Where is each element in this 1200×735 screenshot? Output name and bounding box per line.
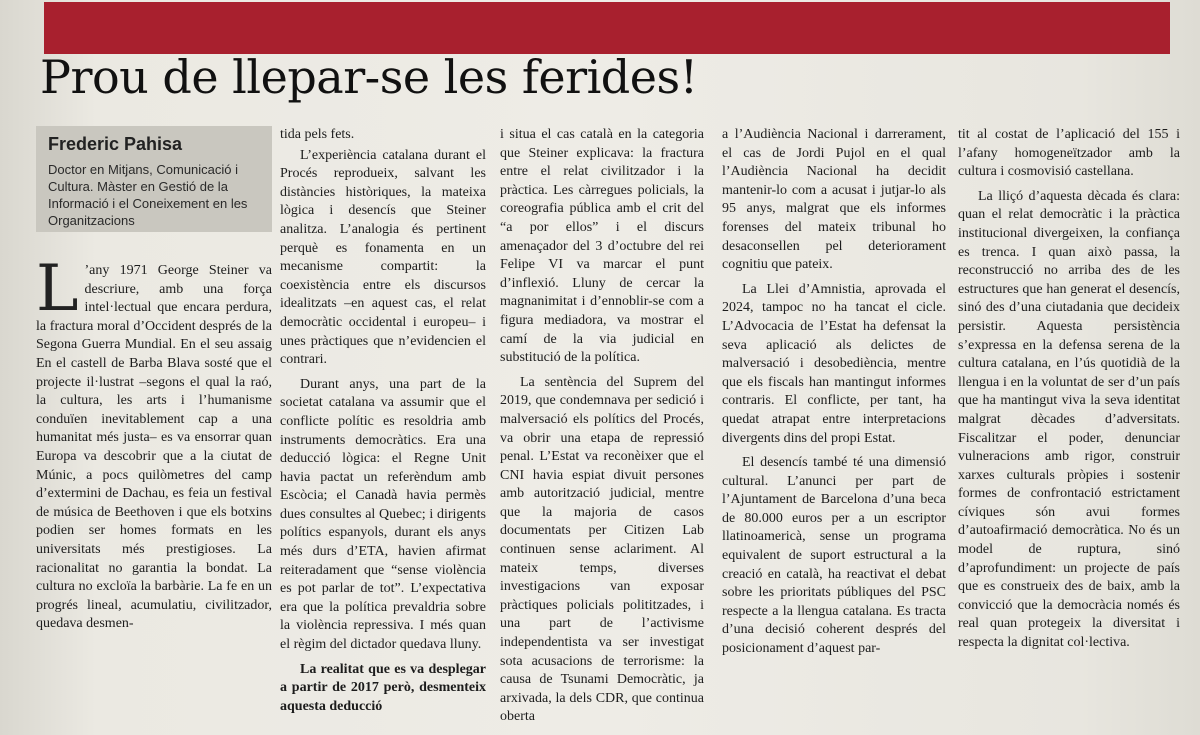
paragraph: i situa el cas català en la categoria que Steiner explicava: la fractura entre el relat civilitzador i la pràctica. Les càrregues policials, la coreografia pública amb el crit del “a por ellos” i el discurs amenaçador del 3 d’octubre del rei Felipe VI va marcar el punt d’inflexió. Lluny de cercar la magnanimitat i d’ennoblir-se com a figura mediadora, va mostrar el camí de la via judicial en substitució de la política. [500, 127, 704, 366]
article-headline: Prou de llepar-se les ferides! [40, 50, 698, 104]
drop-cap: L [36, 252, 79, 326]
author-box [36, 126, 272, 232]
paragraph: a l’Audiència Nacional i darrerament, el cas de Jordi Pujol en el qual l’Audiència Nacional ha decidit mantenir-lo com a acusat i jutjar-lo als 95 anys, malgrat que els informes forenses del mateix tribunal ho desaconsellen pel deteriorament cognitiu que pateix. [722, 127, 946, 273]
paragraph [36, 252, 272, 634]
column-2 [280, 126, 486, 718]
paragraph: Durant anys, una part de la societat catalana va assumir que el conflicte polític es resoldria amb instruments democràtics. Era una deducció lògica: el Regne Unit havia pactat un referèndum amb Escòcia; el Canadà havia permès dues consultes al Quebec; i dirigents polítics espanyols, durant els anys més durs d’ETA, havien afirmat reiteradament que “sense violència es pot parlar de tot”. L’expectativa era que la política prevaldria sobre la violència repressiva. I més quan el règim del dictador quedava lluny. [280, 376, 486, 653]
paragraph: tida pels fets. [280, 127, 355, 142]
column-3 [500, 126, 704, 729]
paragraph-text: ’any 1971 George Steiner va descriure, amb una força intel·lectual que encara perdura, la fractura moral d’Occident després de la Segona Guerra Mundial. En el seu assaig En el castell de Barba Blava sosté que el projecte il·lustrat –segons el qual la raó, la cultura, les arts i l’humanisme conduïen inevitablement cap a una humanitat més justa– es va ensorrar quan Europa va descobrir que a la ciutat de Múnic, a pocs quilòmetres del camp d’extermini de Dachau, es feia un festival de música de Beethoven i que els botxins podien ser homes formats en les universitats més prestigioses. La racionalitat no garantia la bondat. La cultura no excloïa la barbàrie. La fe en un progrés lineal, acumulatiu, civilitzador, quedava desmen- [36, 263, 272, 632]
column-1 [36, 252, 272, 636]
paragraph: La lliçó d’aquesta dècada és clara: quan el relat democràtic i la pràctica institucional divergeixen, la confiança es trenca. I quan això passa, la reconstrucció no arriba des de les estructures que han generat el desencís, sinó des d’una ciutadania que decideix persistir. Aquesta persistència s’expressa en la defensa serena de la cultura catalana, en l’ús quotidià de la llengua i en la voluntat de ser d’un país que ha mantingut viva la seva identitat malgrat dècades d’adversitats. Fiscalitzar el poder, denunciar vulneracions amb rigor, construir xarxes culturals pròpies i sostenir formes de confrontació estrictament cíviques són avui formes d’autoafirmació democràtica. No és un model de ruptura, sinó d’aprofundiment: un projecte de país que es construeix des de baix, amb la convicció que la democràcia només és real quan protegeix la diversitat i respecta la dignitat col·lectiva. [958, 188, 1180, 651]
paragraph: L’experiència catalana durant el Procés reprodueix, salvant les distàncies històriques, la mateixa lògica i desencís que Steiner analitza. L’analogia és pertinent perquè es fonamenta en un mecanisme compartit: la coexistència entre els discursos idealitzats –en aquest cas, el relat democràtic occidental i europeu– i unes pràctiques que n’evidencien el contrari. [280, 147, 486, 368]
column-4 [722, 126, 946, 661]
paragraph: tit al costat de l’aplicació del 155 i l’afany homogeneïtzador amb la cultura i cosmovisió castellana. [958, 127, 1180, 180]
author-bio: Doctor en Mitjans, Comunicació i Cultura. Màster en Gestió de la Informació i el Coneixement en les Organitzacions [48, 162, 248, 228]
section-color-bar [44, 2, 1170, 54]
paragraph: La realitat que es va desplegar a partir de 2017 però, desmenteix aquesta deducció [280, 661, 486, 714]
paragraph: La sentència del Suprem del 2019, que condemnava per sedició i malversació els polítics del Procés, va obrir una etapa de repressió penal. L’Estat va reconèixer que el CNI havia espiat divuit persones amb autorització judicial, mentre que la majoria de casos documentats per Citizen Lab continuen sense aclariment. Al mateix temps, diverses investigacions van exposar pràctiques policials polititzades, i una part de l’activisme independentista va ser investigat sota acusacions de terrorisme: la causa de Tsunami Democràtic, ja arxivada, la dels CDR, que continua oberta [500, 374, 704, 725]
author-name: Frederic Pahisa [48, 134, 183, 154]
paragraph: La Llei d’Amnistia, aprovada el 2024, tampoc no ha tancat el cicle. L’Advocacia de l’Estat ha defensat la seva aplicació als delictes de malversació i desobediència, mentre que els fiscals han mantingut informes contraris. El conflicte, per tant, ha quedat atrapat entre interpretacions divergents dins del propi Estat. [722, 281, 946, 446]
column-5 [958, 126, 1180, 655]
paragraph: El desencís també té una dimensió cultural. L’anunci per part de l’Ajuntament de Barcelona d’una beca de 80.000 euros per a un escriptor llatinoamericà, sense un programa equivalent de suport estructural a la creació en català, ha reactivat el debat sobre les prioritats públiques del PSC respecte a la llengua catalana. Es tracta d’una decisió coherent després del posicionament d’aquest par- [722, 455, 946, 657]
